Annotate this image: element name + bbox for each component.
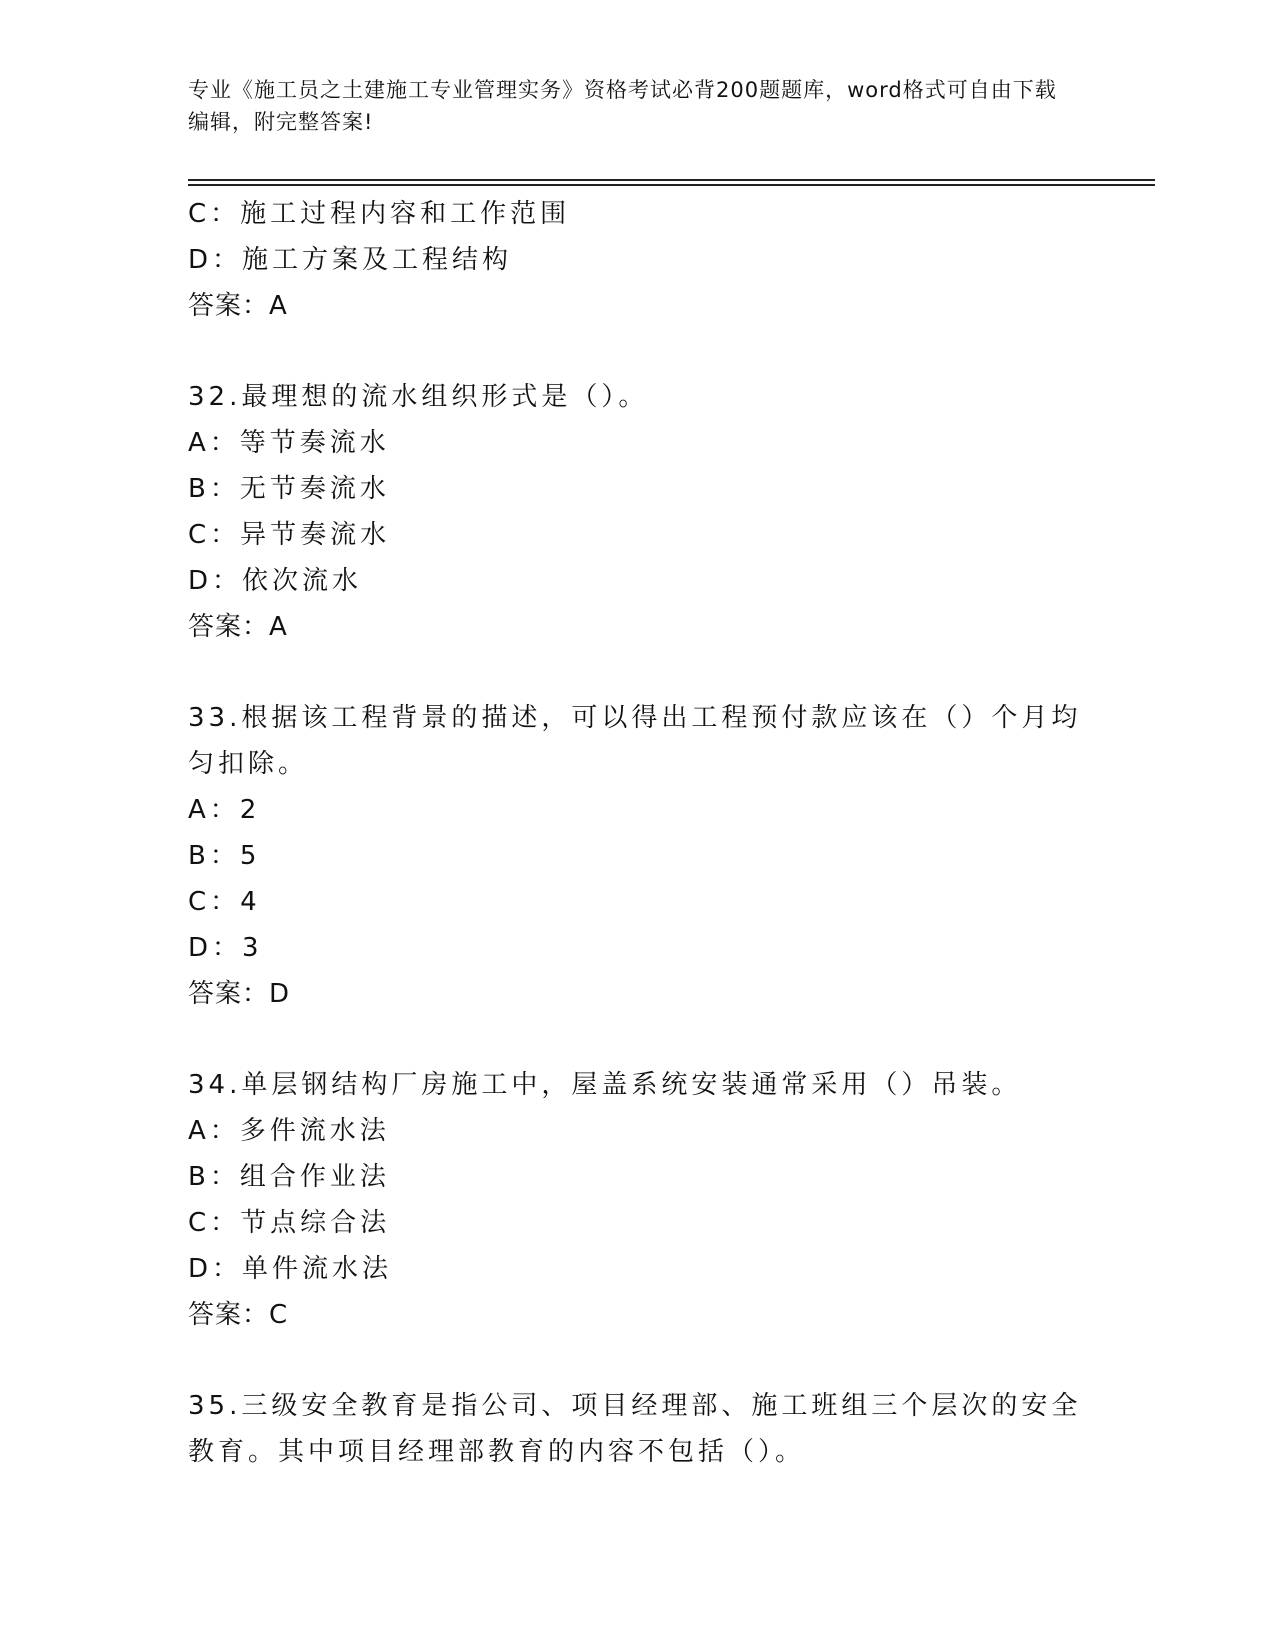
option-b <box>188 1154 1088 1200</box>
option-label: A： <box>188 428 240 458</box>
option-d <box>188 925 1088 971</box>
question-32-stem: 32.最理想的流水组织形式是（）。 <box>188 382 649 412</box>
option-text: 异节奏流水 <box>240 520 391 550</box>
option-label: D： <box>188 1254 243 1284</box>
header-rule-top <box>188 179 1155 181</box>
option-label: A： <box>188 795 240 825</box>
option-c <box>188 191 1088 237</box>
option-text: 单件流水法 <box>242 1254 393 1284</box>
option-text: 依次流水 <box>242 566 363 596</box>
option-label: C： <box>188 887 241 917</box>
option-label: B： <box>188 474 240 504</box>
answer-line: 答案：D <box>188 979 291 1009</box>
option-text: 等节奏流水 <box>239 428 390 458</box>
document-body <box>188 191 1088 1475</box>
option-text: 组合作业法 <box>239 1162 390 1192</box>
option-label: A： <box>188 1116 240 1146</box>
option-a <box>188 787 1088 833</box>
option-text: 多件流水法 <box>239 1116 390 1146</box>
option-a <box>188 1108 1088 1154</box>
option-label: B： <box>188 1162 240 1192</box>
option-label: C： <box>188 199 241 229</box>
option-text: 2 <box>239 795 261 825</box>
answer-line: 答案：A <box>188 612 288 642</box>
answer-line: 答案：A <box>188 291 288 321</box>
option-b <box>188 466 1088 512</box>
option-label: B： <box>188 841 240 871</box>
option-label: D： <box>188 933 243 963</box>
option-d <box>188 237 1088 283</box>
option-label: C： <box>188 1208 241 1238</box>
question-33-stem: 33.根据该工程背景的描述，可以得出工程预付款应该在（）个月均匀扣除。 <box>188 703 1082 779</box>
option-label: D： <box>188 566 243 596</box>
option-text: 无节奏流水 <box>239 474 390 504</box>
option-d <box>188 558 1088 604</box>
option-text: 施工方案及工程结构 <box>242 245 513 275</box>
option-label: C： <box>188 520 241 550</box>
option-text: 4 <box>240 887 261 917</box>
option-label: D： <box>188 245 243 275</box>
question-35-stem: 35.三级安全教育是指公司、项目经理部、施工班组三个层次的安全教育。其中项目经理部教育的内容不包括（）。 <box>188 1391 1082 1467</box>
option-c <box>188 512 1088 558</box>
option-text: 5 <box>239 841 261 871</box>
option-d <box>188 1246 1088 1292</box>
option-a <box>188 420 1088 466</box>
option-text: 节点综合法 <box>240 1208 391 1238</box>
answer-line: 答案：C <box>188 1300 289 1330</box>
option-c <box>188 879 1088 925</box>
option-c <box>188 1200 1088 1246</box>
question-34-stem: 34.单层钢结构厂房施工中，屋盖系统安装通常采用（）吊装。 <box>188 1070 1022 1100</box>
option-b <box>188 833 1088 879</box>
header-rule-bottom <box>188 184 1155 186</box>
option-text: 施工过程内容和工作范围 <box>240 199 571 229</box>
document-header: 专业《施工员之土建施工专业管理实务》资格考试必背200题题库，word格式可自由下载编辑，附完整答案! <box>188 78 1057 134</box>
option-text: 3 <box>242 933 263 963</box>
